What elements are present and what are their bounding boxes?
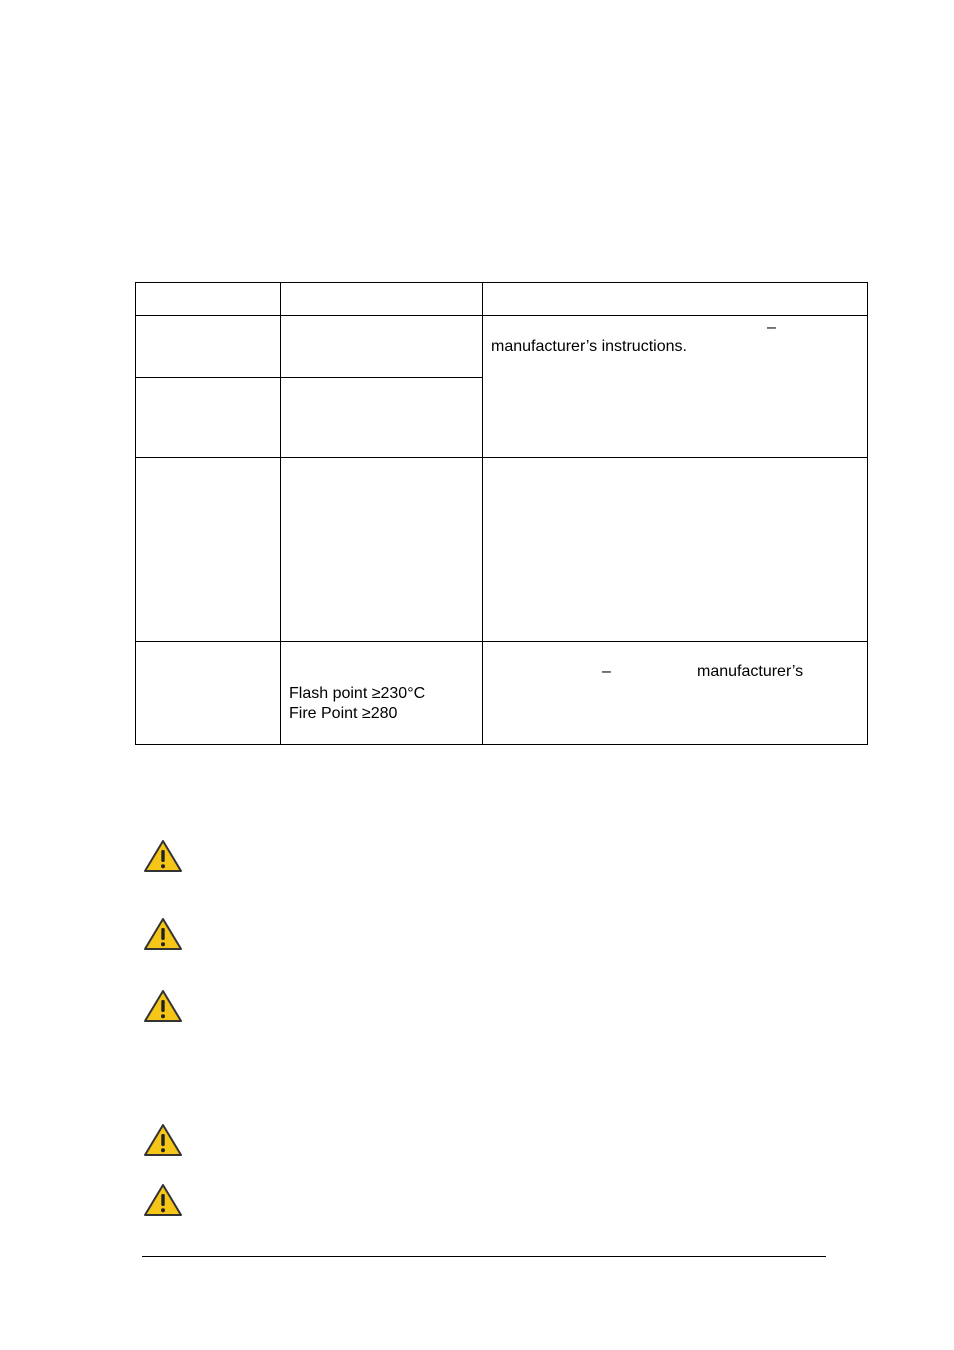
warning-triangle-icon [143,1123,183,1157]
table-header-cell [483,283,868,316]
table-cell [483,458,868,641]
table-cell-merged [483,316,868,458]
table-row [136,641,868,744]
table-header-cell [136,283,281,316]
table-row [136,458,868,641]
warning-triangle-icon [143,839,183,873]
table-cell [136,641,281,744]
table-header-row [136,283,868,316]
warning-triangle-icon [143,989,183,1023]
table-cell [136,316,281,378]
fire-point-text: Fire Point ≥280 [289,704,398,722]
dash-text: – [767,319,776,337]
manufacturer-text: manufacturer’s [697,662,804,680]
table-cell [281,458,483,641]
flash-point-text: Flash point ≥230°C [289,684,426,702]
table-row [136,316,868,378]
warning-triangle-icon [143,917,183,951]
dash-text: – [602,662,611,680]
warning-triangle-icon [143,1183,183,1217]
table-cell [281,377,483,458]
table-cell [136,377,281,458]
instructions-text: manufacturer’s instructions. [491,338,687,356]
table-cell [136,458,281,641]
table-cell [281,316,483,378]
table-cell [483,641,868,744]
table-cell [281,641,483,744]
specification-table [135,282,868,745]
table-header-cell [281,283,483,316]
footer-divider [142,1256,826,1257]
